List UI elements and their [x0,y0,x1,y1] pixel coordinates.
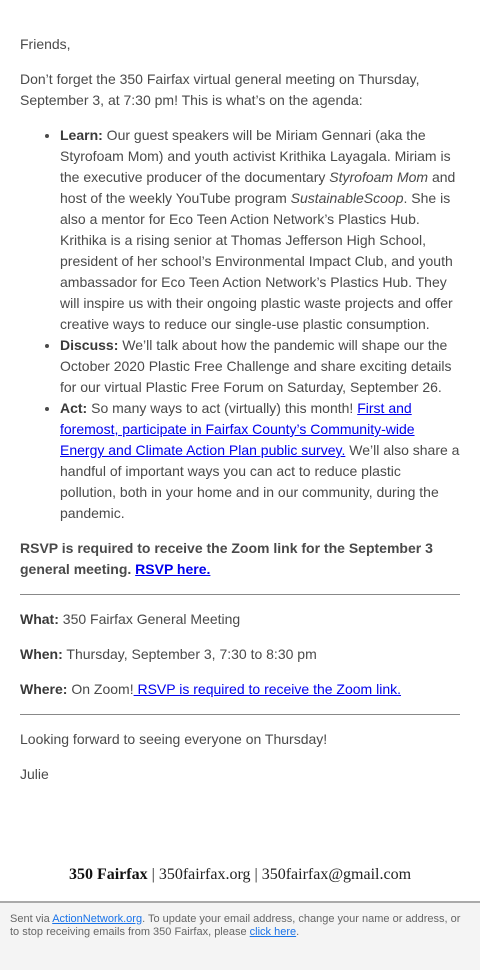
discuss-label: Discuss: [60,337,119,353]
signature: Julie [20,766,49,782]
act-text-1: So many ways to act (virtually) this month! [87,400,358,416]
act-label: Act: [60,400,88,416]
where-label: Where: [20,681,68,697]
agenda-item-act [60,398,460,524]
org-name: 350 Fairfax [68,866,148,883]
learn-text-1: Our guest speakers will be Miriam Gennari (aka the Styrofoam Mom) and youth activist Krithika Layagala. Miriam is the executive producer of the documentary [60,127,451,185]
learn-em-2: SustainableScoop [290,190,404,206]
learn-em-1: Styrofoam Mom [329,169,429,185]
footer-notice [0,903,480,939]
discuss-text: We’ll talk about how the pandemic will shape our the October 2020 Plastic Free Challenge and share exciting details for our virtual Plastic Free Forum on Saturday, September 26. [60,337,452,395]
rsvp-text: RSVP is required to receive the Zoom link for the September 3 general meeting. [20,540,433,577]
where-value: On Zoom! [67,681,134,697]
agenda-item-learn [60,125,460,335]
rsvp-paragraph [20,538,460,580]
when-label: When: [20,646,63,662]
org-contact: | 350fairfax.org | 350fairfax@gmail.com [147,866,412,883]
where-line [20,679,460,700]
org-footer [0,864,480,886]
survey-link[interactable]: First and foremost, participate in Fairfax County’s Community-wide Energy and Climate Action Plan public survey. [60,400,415,458]
greeting: Friends, [20,36,71,52]
when-value: Thursday, September 3, 7:30 to 8:30 pm [62,646,317,662]
rsvp-link[interactable]: RSVP here. [135,561,211,577]
learn-label: Learn: [60,127,103,143]
unsubscribe-footer [0,901,480,970]
learn-text-3: . She is also a mentor for Eco Teen Action Network’s Plastics Hub. Krithika is a rising senior at Thomas Jefferson High School, president of her school’s Environmental Impact Club, and youth ambassador for Eco Teen Action Network’s Plastics Hub. They will inspire us with their ongoing plastic waste projects and offer creative ways to reduce our single-use plastic consumption. [60,190,453,332]
divider-bottom [20,714,460,715]
click-here-link[interactable]: click here [249,926,297,938]
agenda-item-discuss [60,335,460,398]
agenda-list [20,125,460,524]
zoom-rsvp-link[interactable]: RSVP is required to receive the Zoom link. [133,681,402,697]
what-line [20,609,460,630]
learn-text-2: and host of the weekly YouTube program [60,169,456,206]
closing-text: Looking forward to seeing everyone on Thursday! [20,731,328,747]
when-line [20,644,460,665]
footer-period: . [296,926,300,938]
action-network-link[interactable]: ActionNetwork.org [52,913,143,925]
update-text: . To update your email address, change your name or address, or to stop receiving emails from 350 Fairfax, please [10,913,461,938]
meeting-details [20,595,460,700]
intro-paragraph: Don’t forget the 350 Fairfax virtual general meeting on Thursday, September 3, at 7:30 pm! This is what’s on the agenda: [20,71,420,108]
sent-via-text: Sent via [10,913,53,925]
what-label: What: [20,611,59,627]
act-text-2: We’ll also share a handful of important ways you can act to reduce plastic pollution, both in your home and in our community, during the pandemic. [60,442,460,521]
what-value: 350 Fairfax General Meeting [58,611,241,627]
